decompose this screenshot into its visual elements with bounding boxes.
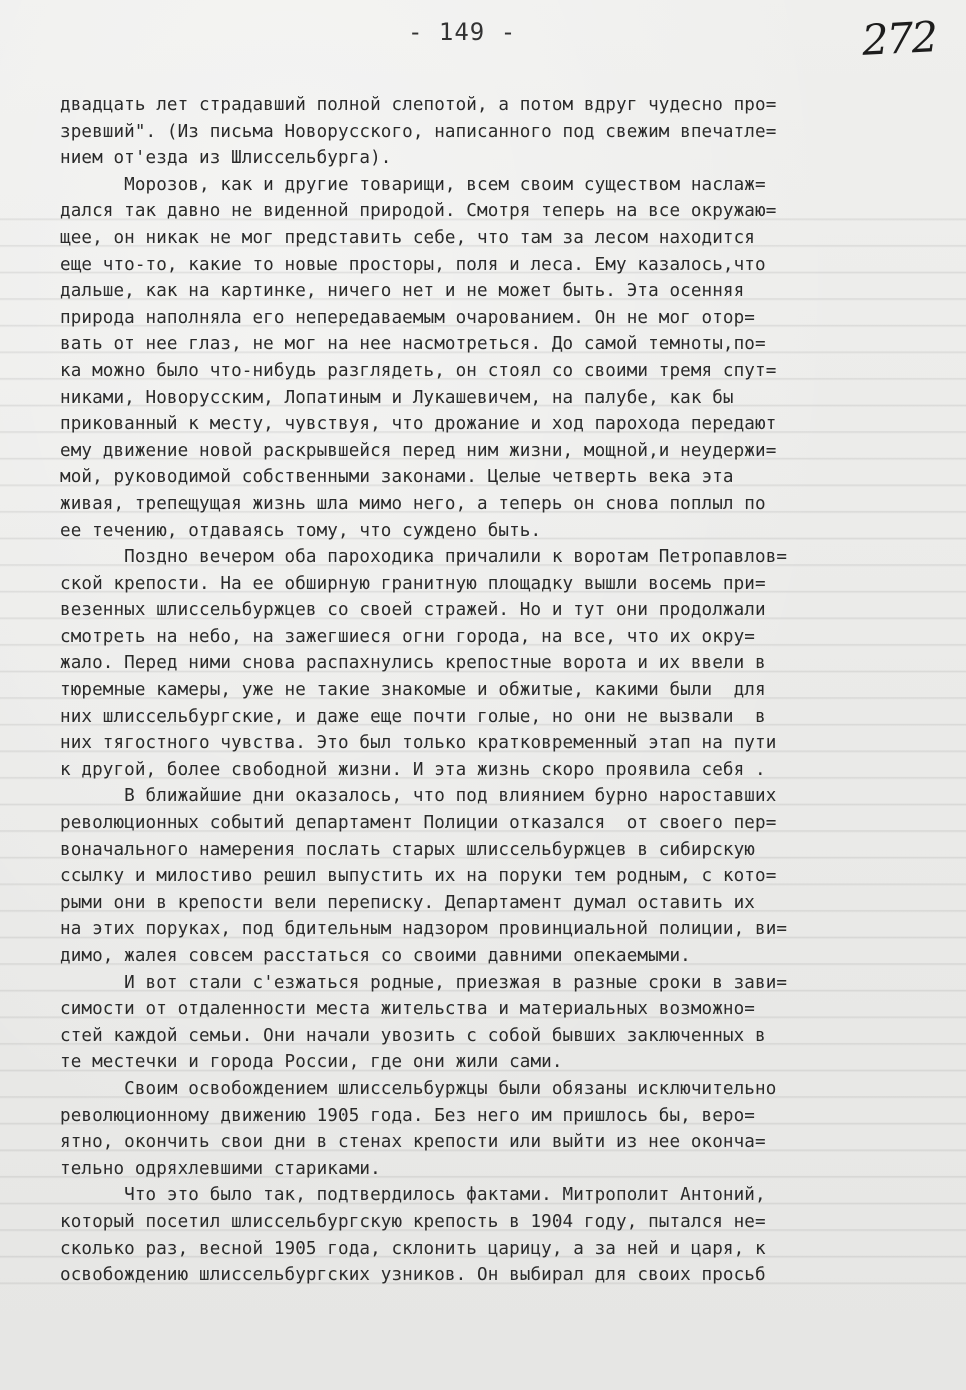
text-line: дался так давно не виденной природой. Смотря теперь на все окружаю= [60, 201, 777, 222]
text-line: природа наполняла его непередаваемым очарованием. Он не мог отор= [60, 307, 756, 328]
text-line: никами, Новорусским, Лопатиным и Лукашевичем, на палубе, как бы [60, 387, 734, 408]
text-line: жало. Перед ними снова распахнулись крепостные ворота и их ввели в [60, 653, 766, 674]
text-line: В ближайшие дни оказалось, что под влиянием бурно нароставших [60, 786, 777, 807]
page-header [0, 12, 966, 65]
text-line: И вот стали с'езжаться родные, приезжая в разные сроки в зави= [60, 972, 788, 993]
text-line: к другой, более свободной жизни. И эта жизнь скоро проявила себя . [60, 759, 766, 780]
text-line: те местечки и города России, где они жили сами. [60, 1052, 563, 1073]
text-line: прикованный к месту, чувствуя, что дрожание и ход парохода передают [60, 414, 777, 435]
text-line: освобождению шлиссельбургских узников. Он выбирал для своих просьб [60, 1265, 766, 1286]
text-line: тельно одряхлевшими стариками. [60, 1158, 381, 1179]
text-line: нием от'езда из Шлиссельбурга). [60, 148, 392, 169]
text-line: ссылку и милостиво решил выпустить их на поруки тем родным, с кото= [60, 866, 777, 887]
text-line: ее течению, отдаваясь тому, что суждено быть. [60, 520, 542, 541]
text-line: воначального намерения послать старых шлиссельбуржцев в сибирскую [60, 839, 756, 860]
text-line: двадцать лет страдавший полной слепотой, а потом вдруг чудесно про= [60, 95, 777, 115]
text-line: них шлиссельбургские, и даже еще почти голые, но они не вызвали в [60, 706, 766, 727]
text-line: Своим освобождением шлиссельбуржцы были обязаны исключительно [60, 1078, 777, 1099]
text-line: революционных событий департамент Полиции отказался от своего пер= [60, 813, 777, 834]
text-line: стей каждой семьи. Они начали увозить с собой бывших заключенных в [60, 1025, 766, 1046]
text-line: тюремные камеры, уже не такие знакомые и обжитые, какими были для [60, 680, 766, 701]
typewritten-text [60, 92, 940, 1289]
text-line: мой, руководимой собственными законами. Целые четверть века эта [60, 467, 734, 488]
text-line: вать от нее глаз, не мог на нее насмотреться. До самой темноты,по= [60, 334, 766, 355]
text-line: живая, трепещущая жизнь шла мимо него, а теперь он снова поплыл по [60, 493, 766, 514]
text-line: них тягостного чувства. Это был только кратковременный этап на пути [60, 733, 777, 754]
page-number: - 149 - [408, 18, 517, 46]
text-line: сколько раз, весной 1905 года, склонить царицу, а за ней и царя, к [60, 1238, 766, 1259]
text-line: ка можно было что-нибудь разглядеть, он стоял со своими тремя спут= [60, 360, 777, 381]
text-line: Морозов, как и другие товарищи, всем своим существом наслаж= [60, 174, 766, 195]
text-line: ему движение новой раскрывшейся перед ним жизни, мощной,и неудержи= [60, 440, 777, 461]
text-line: зревший". (Из письма Новорусского, написанного под свежим впечатле= [60, 121, 777, 142]
text-line: симости от отдаленности места жительства и материальных возможно= [60, 999, 756, 1020]
text-line: щее, он никак не мог представить себе, что там за лесом находится [60, 227, 756, 248]
text-line: еще что-то, какие то новые просторы, поля и леса. Ему казалось,что [60, 254, 766, 275]
text-line: ской крепости. На ее обширную гранитную площадку вышли восемь при= [60, 573, 766, 594]
text-line: дальше, как на картинке, ничего нет и не может быть. Эта осенняя [60, 281, 745, 302]
text-line: ятно, окончить свои дни в стенах крепости или выйти из нее оконча= [60, 1132, 766, 1153]
text-line: Поздно вечером оба пароходика причалили к воротам Петропавлов= [60, 547, 788, 568]
text-line: на этих поруках, под бдительным надзором провинциальной полиции, ви= [60, 919, 788, 940]
text-line: везенных шлиссельбуржцев со своей стражей. Но и тут они продолжали [60, 600, 766, 621]
text-line: Что это было так, подтвердилось фактами. Митрополит Антоний, [60, 1185, 766, 1206]
text-line: революционному движению 1905 года. Без него им пришлось бы, веро= [60, 1105, 756, 1126]
text-line: димо, жалея совсем расстаться со своими давними опекаемыми. [60, 946, 691, 966]
text-line: смотреть на небо, на зажегшиеся огни города, на все, что их окру= [60, 626, 756, 647]
text-line: рыми они в крепости вели переписку. Департамент думал оставить их [60, 892, 756, 913]
archive-number-handwritten: 272 [860, 12, 938, 65]
text-line: который посетил шлиссельбургскую крепость в 1904 году, пытался не= [60, 1211, 766, 1232]
